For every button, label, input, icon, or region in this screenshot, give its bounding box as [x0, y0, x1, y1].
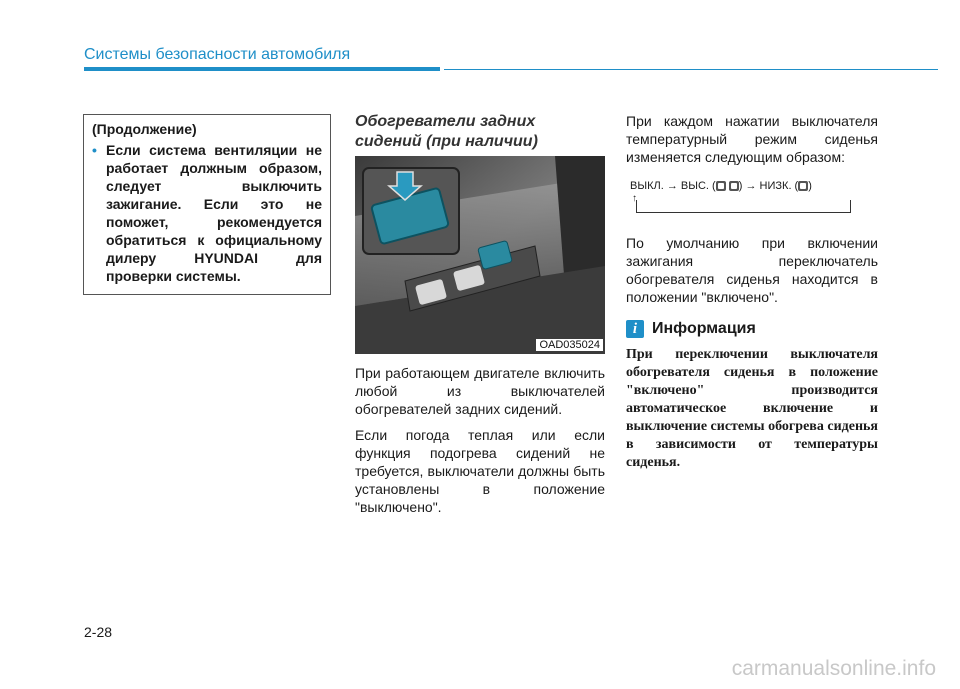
- rear-seat-heater-photo: [355, 156, 605, 354]
- page-number: 2-28: [84, 624, 113, 640]
- arrow-right-icon: →: [745, 180, 757, 192]
- column-middle-text: [355, 364, 605, 516]
- arrow-up-icon: ↑: [632, 193, 637, 204]
- section-title: Обогреватели задних сидений (при наличии): [355, 113, 538, 150]
- intro-paragraph: При каждом нажатии выключателя температурный режим сиденья изменяется следующим образом:: [626, 113, 878, 165]
- arrow-right-icon: →: [666, 180, 678, 192]
- header-rule-thick: [84, 67, 440, 71]
- note-item: [92, 141, 322, 285]
- header-title: Системы безопасности автомобиля: [84, 46, 351, 63]
- mode-sequence-line: [630, 180, 812, 192]
- mode-low: НИЗК. (: [759, 180, 799, 192]
- watermark: carmanualsonline.info: [731, 657, 936, 680]
- paragraph: При работающем двигателе включить любой из выключателей обогревателей задних сидений.: [355, 365, 605, 417]
- seat-heater-switch-illustration: [355, 156, 605, 354]
- mode-sequence: [626, 174, 878, 234]
- mode-low-end: ): [808, 180, 812, 192]
- note-heading: (Продолжение): [92, 121, 197, 137]
- column-right: [626, 112, 878, 472]
- note-box: [83, 114, 331, 295]
- seat-heat-icon: [729, 181, 739, 191]
- seat-heat-icon: [716, 181, 726, 191]
- mode-high-end: ): [738, 180, 743, 192]
- mode-off: ВЫКЛ.: [630, 180, 664, 192]
- default-paragraph: По умолчанию при включении зажигания переключатель обогревателя сиденья находится в положении "включено".: [626, 235, 878, 305]
- note-item-text: Если система вентиляции не работает должным образом, следует выключить зажигание. Если это не поможет, рекомендуется обратиться к официальному дилеру HYUNDAI для проверки системы.: [106, 142, 322, 284]
- paragraph: Если погода теплая или если функция подогрева сидений не требуется, выключатели должны быть установлены в положение "выключено".: [355, 427, 605, 515]
- bullet-icon: •: [92, 142, 97, 158]
- seat-heat-icon: [798, 181, 808, 191]
- header-rule-thin: [444, 69, 938, 70]
- cycle-return-line: [636, 200, 851, 213]
- info-header: [626, 320, 878, 338]
- info-title: Информация: [652, 320, 756, 337]
- image-code: OAD035024: [536, 339, 603, 351]
- info-body: При переключении выключателя обогревателя сиденья в положение "включено" производится автоматическое включение и выключение системы обогрева сиденья в зависимости от температуры сиденья.: [626, 347, 878, 470]
- mode-high: ВЫС. (: [680, 180, 716, 192]
- info-icon: i: [626, 320, 644, 338]
